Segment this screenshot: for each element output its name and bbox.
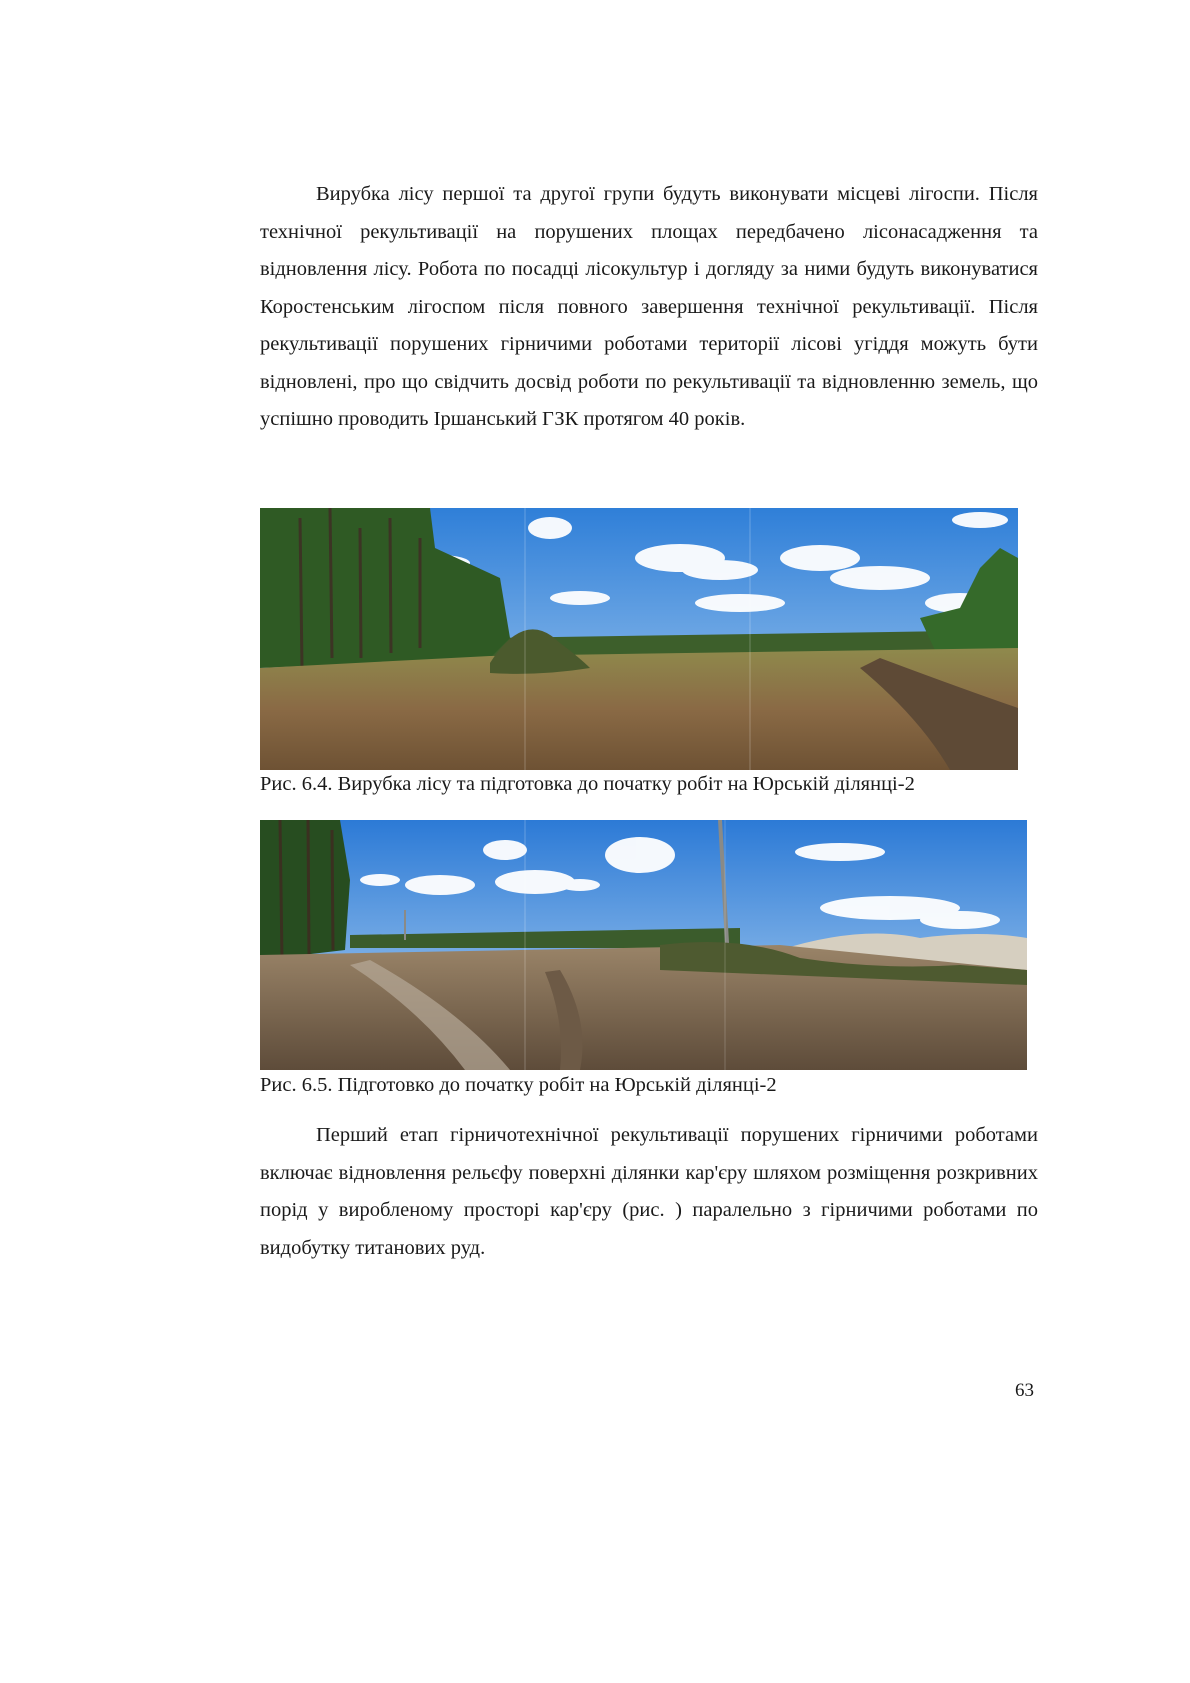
figure-caption-6-4: Рис. 6.4. Вирубка лісу та підготовка до початку робіт на Юрській ділянці-2: [260, 773, 915, 795]
photo-site-preparation: [260, 820, 1027, 1070]
paragraph-first-stage: Перший етап гірничотехнічної рекультивації порушених гірничими роботами включає відновлення рельєфу поверхні ділянки кар'єру шляхом розміщення розкривних порід у виробленому просторі кар'єру (рис. ) паралельно з гірничими роботами по видобутку титанових руд.: [260, 1124, 1038, 1259]
paragraph-forest-cutting: Вирубка лісу першої та другої групи будуть виконувати місцеві лігоспи. Після технічної рекультивації на порушених площах передбачено лісонасадження та відновлення лісу. Робота по посадці лісокультур і догляду за ними будуть виконуватися Коростенським лігоспом після повного завершення технічної рекультивації. Після рекультивації порушених гірничими роботами території лісові угіддя можуть бути відновлені, про що свідчить досвід роботи по рекультивації та відновленню земель, що успішно проводить Іршанський ГЗК протягом 40 років.: [260, 183, 1038, 430]
figure-caption-6-5: Рис. 6.5. Підготовко до початку робіт на Юрській ділянці-2: [260, 1074, 777, 1096]
photo-forest-clearing: [260, 508, 1018, 770]
page-number: 63: [1015, 1380, 1034, 1401]
